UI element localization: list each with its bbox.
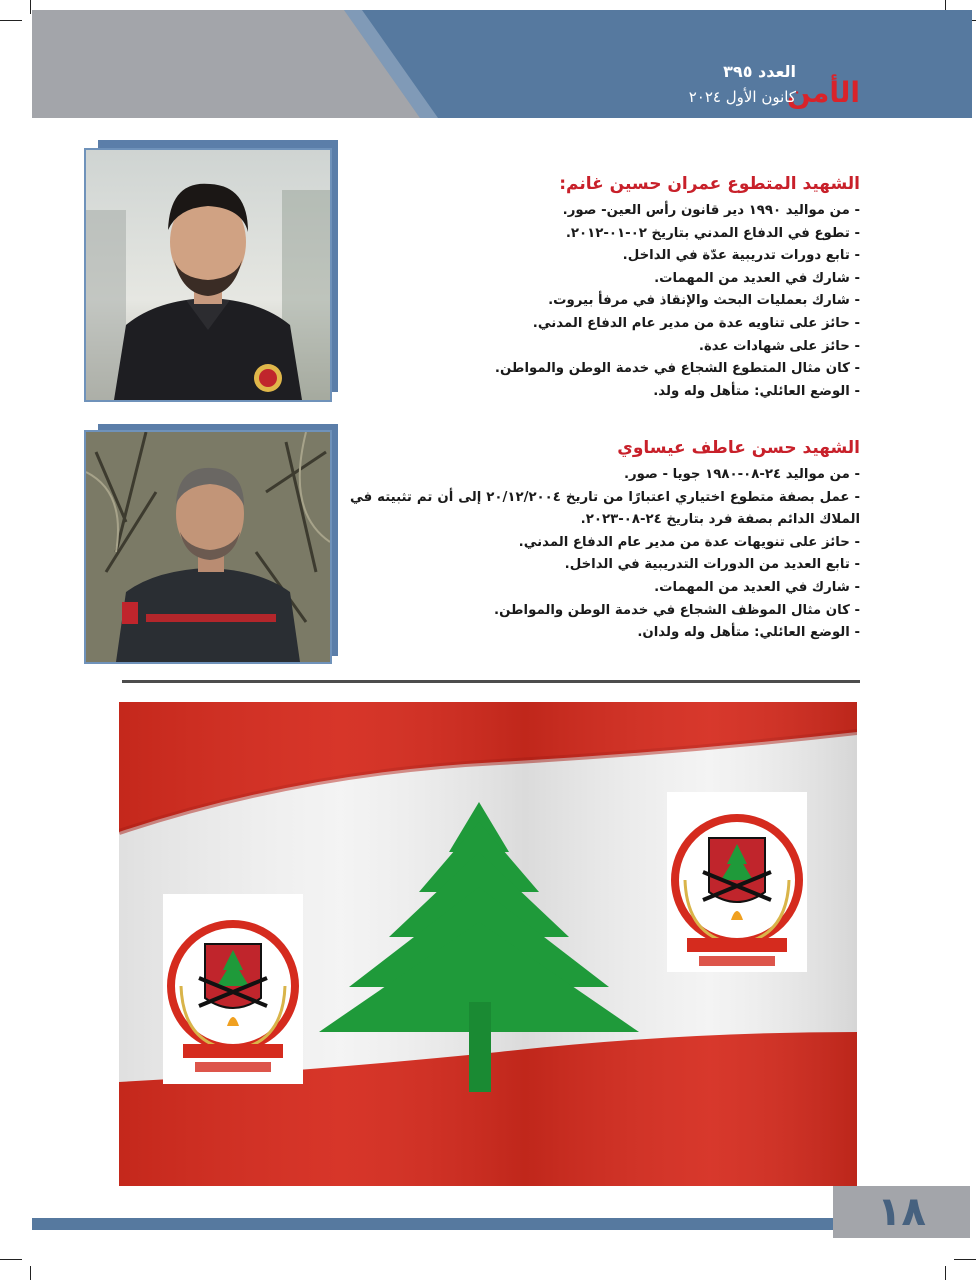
footer-band [32, 1218, 842, 1230]
fact-item: - الوضع العائلي: متأهل وله ولدان. [637, 625, 860, 641]
martyr-name-1: الشهيد المتطوع عمران حسين غانم: [559, 174, 860, 194]
fact-item: - عمل بصفة متطوع اختياري اعتبارًا من تاريخ ٢٠/١٢/٢٠٠٤ إلى أن تم تثبيته في الملاك الدائم بصفة فرد بتاريخ ٢٤-٠٨-٢٠٢٣. [350, 489, 860, 528]
section-divider [122, 680, 860, 683]
civil-defense-emblem-icon [163, 894, 303, 1084]
fact-item: - الوضع العائلي: متأهل وله ولد. [653, 383, 860, 399]
fact-item: - كان مثال المتطوع الشجاع في خدمة الوطن والمواطن. [494, 361, 860, 377]
martyr-facts-1 [350, 200, 860, 403]
fact-item: - شارك في العديد من المهمات. [654, 270, 860, 286]
fact-item: - شارك بعمليات البحث والإنقاذ في مرفأ بيروت. [548, 293, 860, 309]
fact-item: - حائز على شهادات عدة. [698, 338, 860, 354]
civil-defense-emblem-icon [667, 792, 807, 972]
crop-mark [30, 1266, 31, 1280]
crop-mark [954, 1259, 976, 1260]
fact-item: - تابع العديد من الدورات التدريبية في الداخل. [564, 557, 860, 573]
fact-item: - حائز على تنويهات عدة من مدير عام الدفاع المدني. [518, 534, 860, 550]
lebanese-flag-image [119, 702, 857, 1186]
fact-item: - شارك في العديد من المهمات. [654, 579, 860, 595]
crop-mark [30, 0, 31, 14]
fact-item: - من مواليد ١٩٩٠ دير قانون رأس العين- صور. [562, 203, 860, 218]
crop-mark [945, 1266, 946, 1280]
issue-number: العدد ٣٩٥ [723, 62, 796, 81]
fact-item: - حائز على تناويه عدة من مدير عام الدفاع المدني. [532, 315, 860, 331]
crop-mark [0, 20, 22, 21]
fact-item: - تطوع في الدفاع المدني بتاريخ ٠٢-٠١-٢٠١٢. [565, 225, 860, 241]
fact-item: - من مواليد ٢٤-٠٨-١٩٨٠ جويا - صور. [623, 467, 860, 482]
martyr-name-2: الشهيد حسن عاطف عيساوي [617, 438, 860, 458]
martyr-bio-1 [350, 174, 860, 403]
issue-date: كانون الأول ٢٠٢٤ [688, 88, 796, 106]
martyr-photo-1 [84, 148, 332, 402]
fact-item: - كان مثال الموظف الشجاع في خدمة الوطن والمواطن. [494, 602, 860, 618]
crop-mark [0, 1259, 22, 1260]
fact-item: - تابع دورات تدريبية عدّة في الداخل. [622, 248, 860, 264]
page-header [32, 10, 972, 118]
martyr-photo-2 [84, 430, 332, 664]
page-number: ١٨ [877, 1189, 926, 1235]
martyr-facts-2 [350, 464, 860, 645]
magazine-logo: الأمن [786, 76, 860, 109]
martyr-bio-2 [350, 438, 860, 645]
